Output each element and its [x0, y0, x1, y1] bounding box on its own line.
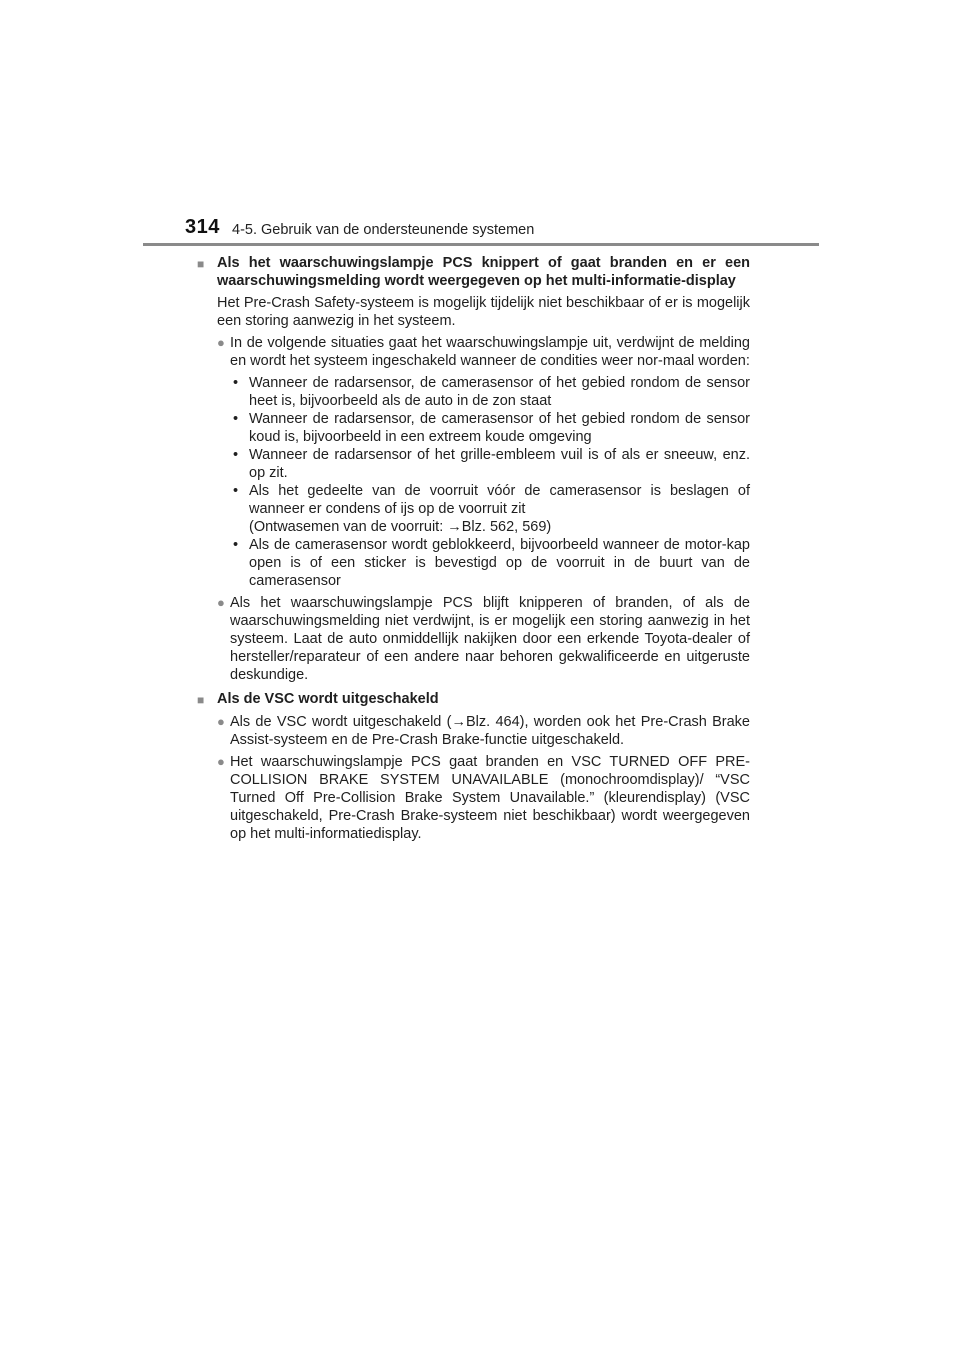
- section-heading-vsc-off: [197, 690, 750, 709]
- list-item: [217, 753, 750, 843]
- page-content: [197, 254, 750, 847]
- bullet-text: Als de VSC wordt uitgeschakeld (→Blz. 464), worden ook het Pre-Crash Brake Assist-systeem en de Pre-Crash Brake-functie uitgeschakeld.: [230, 714, 750, 748]
- sub-bullet: •: [233, 483, 239, 499]
- section-heading-text: Als het waarschuwingslampje PCS knippert of gaat branden en er een waarschuwingsmelding wordt weergegeven op het multi-informatie-display: [217, 255, 750, 289]
- page-reference: (Ontwasemen van de voorruit: →Blz. 562, 569): [249, 519, 552, 535]
- list-item: [217, 594, 750, 684]
- sub-list-item: [230, 482, 750, 536]
- sub-item-text: Wanneer de radarsensor, de camerasensor of het gebied rondom de sensor heet is, bijvoorbeeld als de auto in de zon staat: [249, 375, 750, 409]
- square-icon: ■: [197, 257, 205, 271]
- sub-bullet: •: [233, 537, 239, 553]
- circle-icon: ●: [217, 714, 225, 729]
- circle-icon: ●: [217, 595, 225, 610]
- sub-item-text: [249, 482, 750, 536]
- header-rule: [143, 243, 819, 246]
- sub-list-item: [230, 410, 750, 446]
- sub-bullet: •: [233, 447, 239, 463]
- list-item: [217, 713, 750, 749]
- section-heading-pcs-warning: [197, 254, 750, 290]
- sub-item-text: Als de camerasensor wordt geblokkeerd, bijvoorbeeld wanneer de motor-kap open is of een sticker is bevestigd op de voorruit in de buurt van de camerasensor: [249, 537, 750, 589]
- section-intro: Het Pre-Crash Safety-systeem is mogelijk tijdelijk niet beschikbaar of er is mogelijk een storing aanwezig in het systeem.: [217, 295, 750, 329]
- sub-list-item: [230, 536, 750, 590]
- condition-sublist: [230, 374, 750, 590]
- sub-item-text: Wanneer de radarsensor of het grille-embleem vuil is of als er sneeuw, enz. op zit.: [249, 447, 750, 481]
- sub-list-item: [230, 374, 750, 410]
- bullet-text: Het waarschuwingslampje PCS gaat branden en VSC TURNED OFF PRE-COLLISION BRAKE SYSTEM UNAVAILABLE (monochroomdisplay)/ “VSC Turned Off Pre-Collision Brake System Unavailable.” (kleurendisplay) (VSC uitgeschakeld, Pre-Crash Brake-systeem niet beschikbaar) wordt weergegeven op het multi-informatiedisplay.: [230, 754, 750, 842]
- page-number: 314: [185, 216, 220, 238]
- section-heading-text: Als de VSC wordt uitgeschakeld: [217, 691, 439, 707]
- sub-bullet: •: [233, 411, 239, 427]
- bullet-text: Als het waarschuwingslampje PCS blijft knipperen of branden, of als de waarschuwingsmelding niet verdwijnt, is er mogelijk een storing aanwezig in het systeem. Laat de auto onmiddellijk nakijken door een erkende Toyota-dealer of hersteller/reparateur of een andere naar behoren gekwalificeerde en uitgeruste deskundige.: [230, 595, 750, 683]
- chapter-header: 4-5. Gebruik van de ondersteunende systemen: [232, 222, 535, 238]
- sub-bullet: •: [233, 375, 239, 391]
- bullet-text: In de volgende situaties gaat het waarschuwingslampje uit, verdwijnt de melding en wordt het systeem ingeschakeld wanneer de condities weer nor-maal worden:: [230, 335, 750, 369]
- sub-item-text: Wanneer de radarsensor, de camerasensor of het gebied rondom de sensor koud is, bijvoorbeeld in een extreem koude omgeving: [249, 411, 750, 445]
- circle-icon: ●: [217, 335, 225, 350]
- sub-list-item: [230, 446, 750, 482]
- sub-item-main: Als het gedeelte van de voorruit vóór de camerasensor is beslagen of wanneer er condens of ijs op de voorruit zit: [249, 483, 750, 517]
- circle-icon: ●: [217, 754, 225, 769]
- list-item: [217, 334, 750, 370]
- square-icon: ■: [197, 693, 205, 707]
